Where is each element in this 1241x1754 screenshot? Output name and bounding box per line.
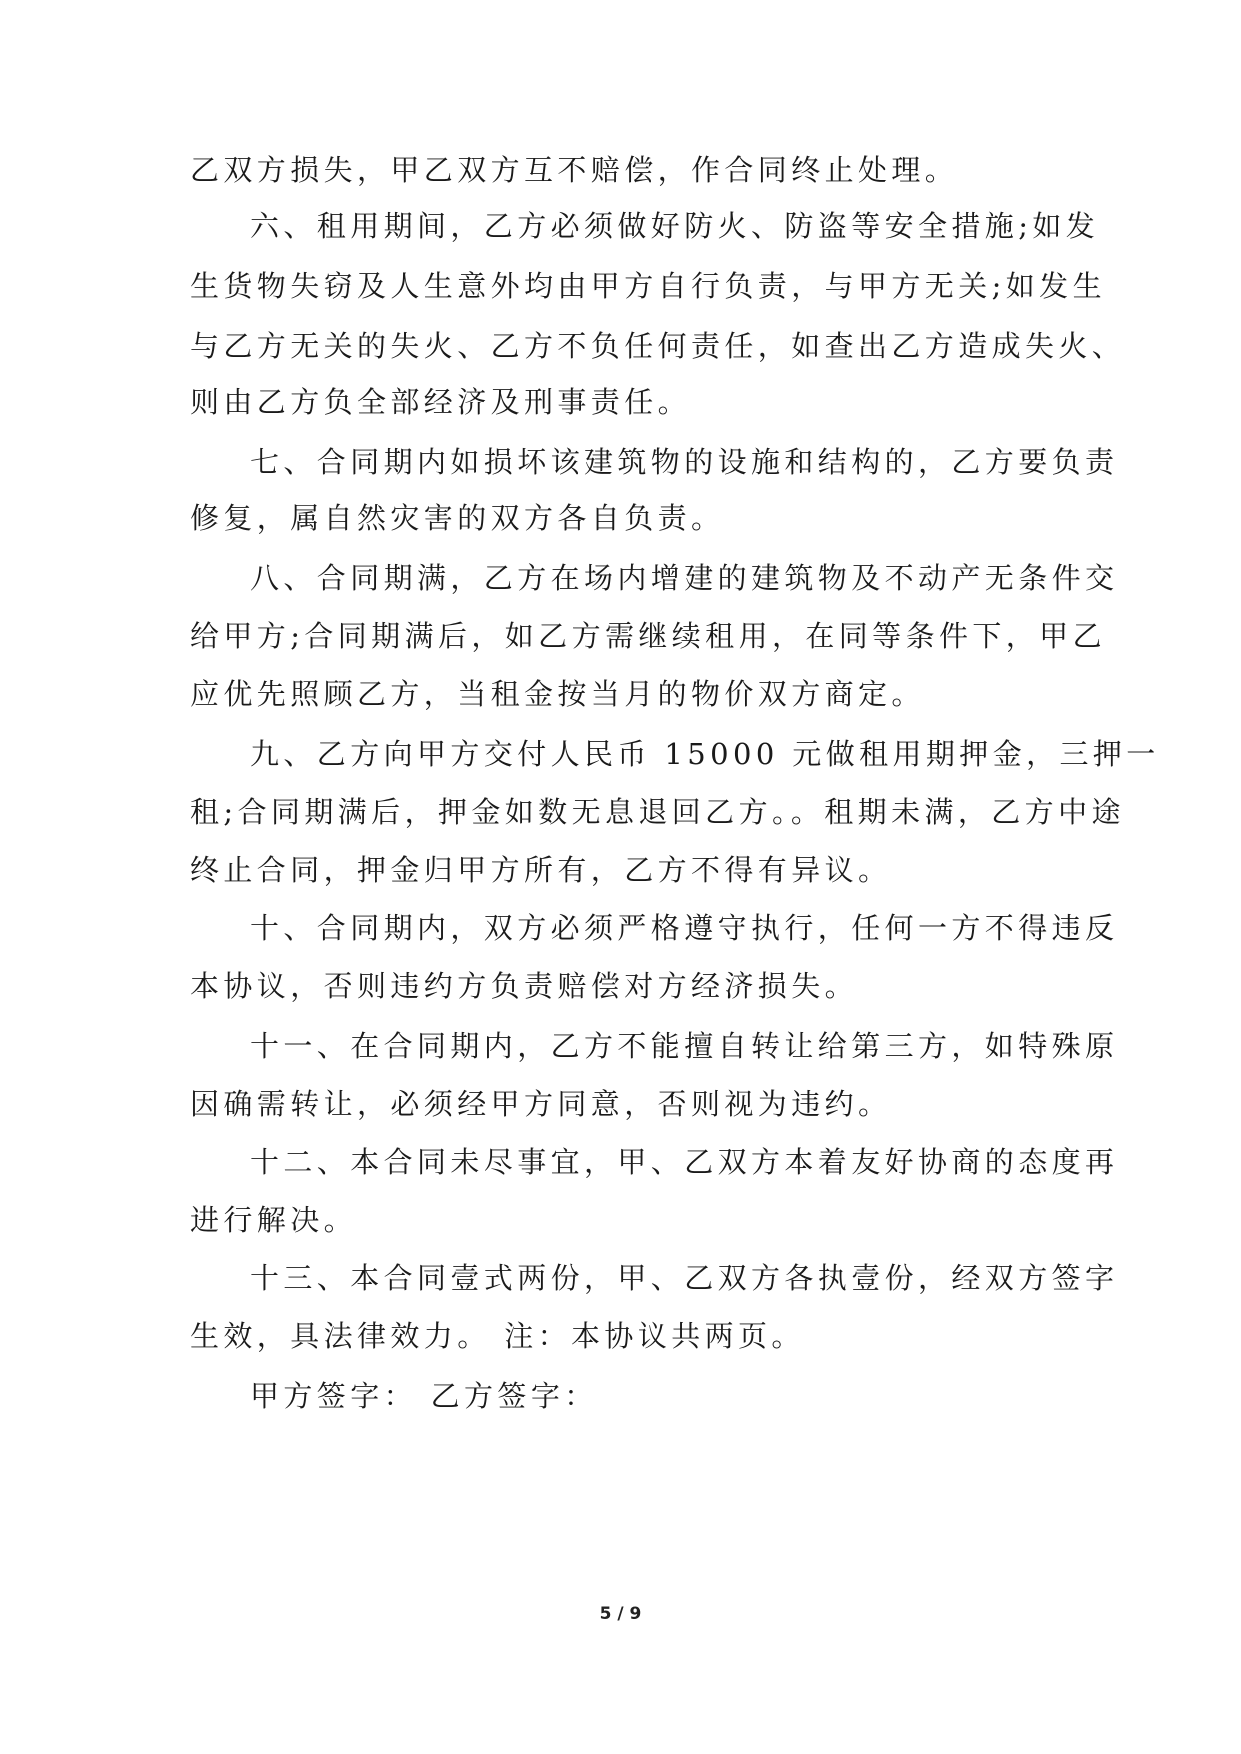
text-line: 给甲方;合同期满后，如乙方需继续租用，在同等条件下，甲乙 bbox=[190, 619, 1106, 653]
text-line: 生货物失窃及人生意外均由甲方自行负责，与甲方无关;如发生 bbox=[190, 269, 1106, 303]
text-line: 十二、本合同未尽事宜，甲、乙双方本着友好协商的态度再 bbox=[250, 1145, 1119, 1179]
text-line: 乙双方损失，甲乙双方互不赔偿，作合同终止处理。 bbox=[190, 153, 959, 187]
text-line: 生效，具法律效力。 注：本协议共两页。 bbox=[190, 1319, 805, 1353]
signature-line: 甲方签字： 乙方签字： bbox=[250, 1379, 598, 1413]
text-line: 九、乙方向甲方交付人民币 15000 元做租用期押金，三押一 bbox=[250, 737, 1160, 771]
text-line: 七、合同期内如损坏该建筑物的设施和结构的，乙方要负责 bbox=[250, 445, 1119, 479]
text-line: 十一、在合同期内，乙方不能擅自转让给第三方，如特殊原 bbox=[250, 1029, 1119, 1063]
page-number: 5 / 9 bbox=[599, 1604, 642, 1624]
text-line: 八、合同期满，乙方在场内增建的建筑物及不动产无条件交 bbox=[250, 561, 1119, 595]
text-line: 修复，属自然灾害的双方各自负责。 bbox=[190, 501, 725, 535]
text-line: 租;合同期满后，押金如数无息退回乙方。。租期未满，乙方中途 bbox=[190, 795, 1125, 829]
text-line: 进行解决。 bbox=[190, 1203, 358, 1237]
text-line: 则由乙方负全部经济及刑事责任。 bbox=[190, 385, 692, 419]
text-line: 十、合同期内，双方必须严格遵守执行，任何一方不得违反 bbox=[250, 911, 1119, 945]
text-line: 因确需转让，必须经甲方同意，否则视为违约。 bbox=[190, 1087, 892, 1121]
text-line: 终止合同，押金归甲方所有，乙方不得有异议。 bbox=[190, 853, 892, 887]
text-line: 十三、本合同壹式两份，甲、乙双方各执壹份，经双方签字 bbox=[250, 1261, 1119, 1295]
text-line: 六、租用期间，乙方必须做好防火、防盗等安全措施;如发 bbox=[250, 209, 1100, 243]
text-line: 应优先照顾乙方，当租金按当月的物价双方商定。 bbox=[190, 677, 925, 711]
text-line: 与乙方无关的失火、乙方不负任何责任，如查出乙方造成失火、 bbox=[190, 329, 1126, 363]
text-line: 本协议，否则违约方负责赔偿对方经济损失。 bbox=[190, 969, 859, 1003]
